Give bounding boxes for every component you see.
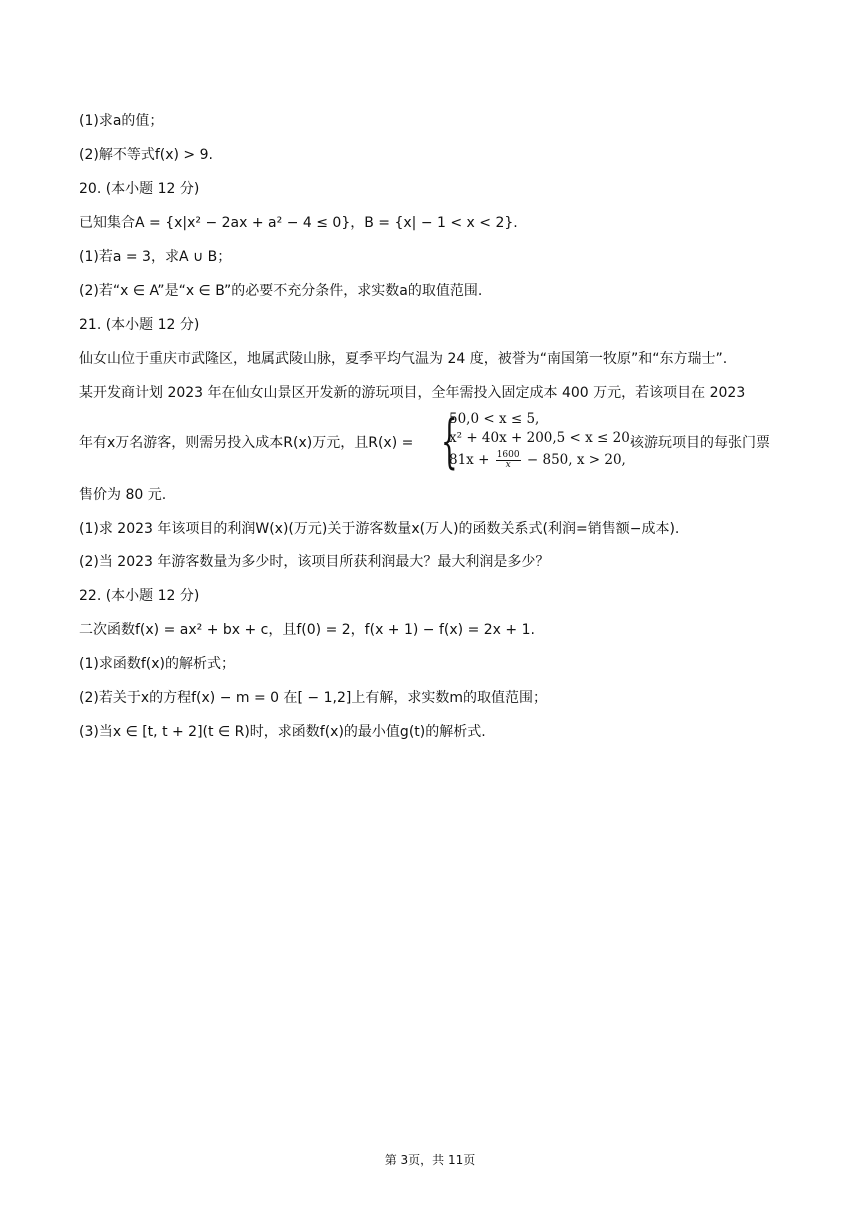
q21-part1: (1)求 2023 年该项目的利润W(x)(万元)关于游客数量x(万人)的函数关系式(利润=销售额−成本). <box>79 521 680 537</box>
q22-part1: (1)求函数f(x)的解析式； <box>79 656 235 672</box>
q20-part2: (2)若“x ∈ A”是“x ∈ B”的必要不充分条件，求实数a的取值范围. <box>79 283 483 299</box>
case3-part-a: 81x + <box>449 452 490 468</box>
q19-part2: (2)解不等式f(x) > 9. <box>79 147 213 163</box>
piecewise-case-1: 50,0 < x ≤ 5, <box>449 411 540 427</box>
q21-piecewise-line <box>79 407 799 476</box>
q21-part2: (2)当 2023 年游客数量为多少时，该项目所获利润最大？最大利润是多少？ <box>79 554 550 570</box>
q20-stem: 已知集合A = {x|x² − 2ax + a² − 4 ≤ 0}，B = {x| − 1 < x < 2}. <box>79 215 518 231</box>
q21-stem-line1: 仙女山位于重庆市武隆区，地属武陵山脉，夏季平均气温为 24 度，被誉为“南国第一牧原”和“东方瑞士”. <box>79 351 728 367</box>
case3-fraction <box>496 451 521 470</box>
q21-stem-line2: 某开发商计划 2023 年在仙女山景区开发新的游玩项目，全年需投入固定成本 400 万元，若该项目在 2023 <box>79 385 746 401</box>
q22-header: 22. (本小题 12 分) <box>79 588 200 604</box>
fraction-denominator: x <box>505 460 511 470</box>
q21-stem-line3-post: 该游玩项目的每张门票 <box>630 435 770 451</box>
fraction-numerator: 1600 <box>496 450 520 460</box>
case3-part-b: − 850, x > 20, <box>526 452 626 468</box>
q20-header: 20. (本小题 12 分) <box>79 181 200 197</box>
page-footer: 第 3页，共 11页 <box>384 1153 476 1167</box>
q20-part1: (1)若a = 3，求A ∪ B； <box>79 249 232 265</box>
q19-part1: (1)求a的值； <box>79 113 164 129</box>
q22-stem: 二次函数f(x) = ax² + bx + c，且f(0) = 2，f(x + 1) − f(x) = 2x + 1. <box>79 622 535 638</box>
q22-part3: (3)当x ∈ [t, t + 2](t ∈ R)时，求函数f(x)的最小值g(t)的解析式. <box>79 724 486 740</box>
q21-stem-line4: 售价为 80 元. <box>79 487 167 503</box>
q21-stem-line3-pre: 年有x万名游客，则需另投入成本R(x)万元，且R(x) = <box>79 435 414 451</box>
q22-part2: (2)若关于x的方程f(x) − m = 0 在[ − 1,2]上有解，求实数m的取值范围； <box>79 690 547 706</box>
piecewise-case-2: x² + 40x + 200,5 < x ≤ 20, <box>449 430 635 446</box>
piecewise-case-3 <box>449 451 626 470</box>
q21-header: 21. (本小题 12 分) <box>79 317 200 333</box>
piecewise-brace: { <box>441 407 458 475</box>
